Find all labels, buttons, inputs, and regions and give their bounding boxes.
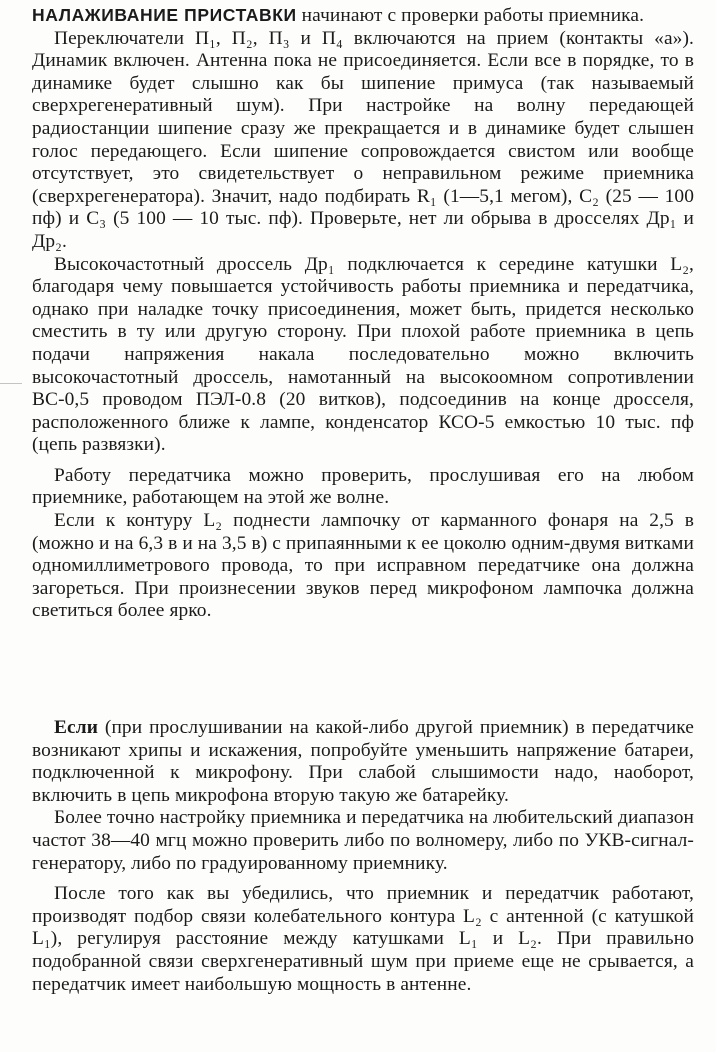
paragraph-distortion-text: (при прослушивании на какой-либо другой приемник) в передатчике возникают хрипы и искажения, попробуйте уменьшить напряжение батареи, подключенной к микрофону. При слабой слышимости надо, наоборот, включить в цепь микрофона вторую такую же батарейку. — [32, 717, 694, 806]
paragraph-switches: Переключатели П₁, П₂, П₃ и П₄ включаются на прием (контакты «а»). Динамик включен. Антенна пока не присоединяется. Если все в порядке, то в динамике будет слышно как бы шипение примуса (так называемый сверхрегенеративный шум). При настройке на волну передающей радиостанции шипение сразу же прекращается и в динамике будет слышен голос передающего. Если шипение сопровождается свистом или вообще отсутствует, это свидетельствует о неправильном режиме приемника (сверхрегенератора). Значит, надо подбирать R₁ (1—5,1 мегом), С₂ (25 — 100 пф) и С₃ (5 100 — 10 тыс. пф). Проверьте, нет ли обрыва в дросселях Др₁ и Др₂. — [32, 27, 694, 252]
section-heading: НАЛАЖИВАНИЕ ПРИСТАВКИ — [32, 5, 297, 25]
paragraph-frequency-tuning: Более точно настройку приемника и передатчика на любительский диапазон частот 38—40 мгц можно проверить либо по волномеру, либо по УКВ-сигнал-генератору, либо по градуированному приемнику. — [32, 807, 694, 874]
paragraph-distortion-lead: Если — [54, 717, 98, 738]
paragraph-lamp-test: Если к контуру L₂ поднести лампочку от карманного фонаря на 2,5 в (можно и на 6,3 в и на 3,5 в) с припаянными к ее цоколю одним-двумя витками одномиллиметрового провода, то при исправном передатчике она должна загореться. При произнесении звуков перед микрофоном лампочка должна светиться более ярко. — [32, 510, 694, 622]
paragraph-choke: Высокочастотный дроссель Др₁ подключается к середине катушки L₂, благодаря чему повышается устойчивость работы приемника и передатчика, однако при наладке точку присоединения, может быть, придется несколько сместить в ту или другую сторону. При плохой работе приемника в цепь подачи напряжения накала последовательно можно включить высокочастотный дроссель, намотанный на высокоомном сопротивлении ВС-0,5 проводом ПЭЛ-0.8 (20 витков), подсоединив на конце дросселя, расположенного ближе к лампе, конденсатор КСО-5 емкостью 10 тыс. пф (цепь развязки). — [32, 253, 694, 456]
margin-line — [0, 383, 22, 384]
paragraph-setup-intro — [32, 4, 694, 28]
top-text-block — [32, 4, 694, 623]
paragraph-distortion — [32, 717, 694, 807]
bottom-text-block — [32, 717, 694, 996]
paragraph-transmitter-check: Работу передатчика можно проверить, прослушивая его на любом приемнике, работающем на этой же волне. — [32, 464, 694, 509]
paragraph-antenna-coupling: После того как вы убедились, что приемник и передатчик работают, производят подбор связи колебательного контура L₂ с антенной (с катушкой L₁), регулируя расстояние между катушками L₁ и L₂. При правильно подобранной связи сверхгенеративный шум при приеме еще не срывается, а передатчик имеет наибольшую мощность в антенне. — [32, 883, 694, 995]
paragraph-setup-intro-text: начинают с проверки работы приемника. — [296, 5, 645, 26]
